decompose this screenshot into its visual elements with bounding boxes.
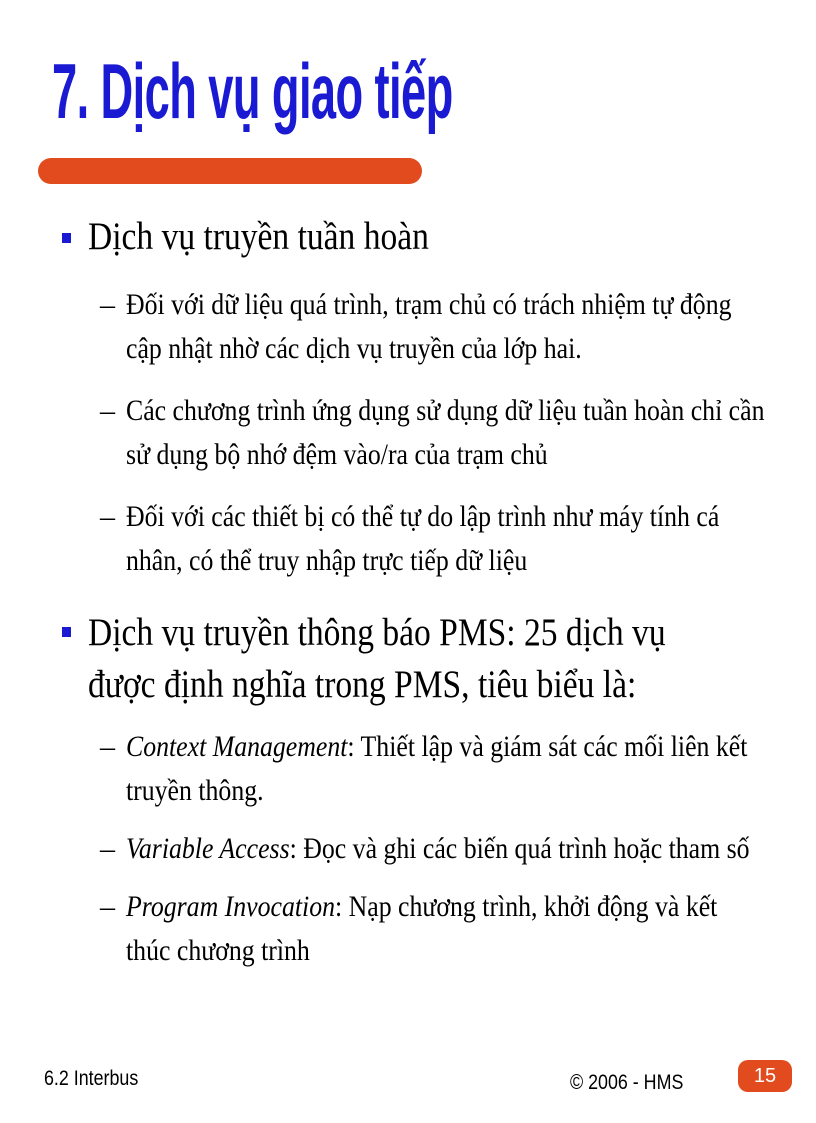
slide-content — [0, 205, 816, 973]
footer-section: 6.2 Interbus — [44, 1067, 139, 1090]
slide-title: 7. Dịch vụ giao tiếp — [52, 47, 453, 135]
dash-marker: – — [100, 288, 115, 321]
bullet-periodic — [0, 213, 816, 583]
sub-item-text: Variable Access: Đọc và ghi các biến quá trình hoặc tham số — [126, 832, 750, 865]
sub-item — [0, 389, 816, 477]
page-number-badge: 15 — [738, 1060, 792, 1092]
bullet-text: Dịch vụ truyền thông báo PMS: 25 dịch vụ được định nghĩa trong PMS, tiêu biểu là: — [88, 611, 666, 706]
dash-marker: – — [100, 730, 115, 763]
sub-item — [0, 283, 816, 371]
sub-item-text: Program Invocation: Nạp chương trình, khởi động và kết thúc chương trình — [126, 890, 718, 967]
bullet-text: Dịch vụ truyền tuần hoàn — [88, 215, 429, 258]
sub-item — [0, 827, 816, 871]
dash-marker: – — [100, 394, 115, 427]
sub-item-text: Context Management: Thiết lập và giám sát các mối liên kết truyền thông. — [126, 730, 748, 807]
sub-item — [0, 495, 816, 583]
title-underline-bar — [38, 158, 422, 184]
footer-copyright: © 2006 - HMS — [570, 1071, 684, 1094]
bullet-pms — [0, 607, 816, 973]
sub-item-text: Đối với dữ liệu quá trình, trạm chủ có trách nhiệm tự động cập nhật nhờ các dịch vụ truyền của lớp hai. — [126, 288, 732, 365]
bullet-square-icon — [62, 233, 71, 243]
dash-marker: – — [100, 890, 115, 923]
sub-item — [0, 725, 816, 813]
dash-marker: – — [100, 832, 115, 865]
sub-item — [0, 885, 816, 973]
dash-marker: – — [100, 500, 115, 533]
bullet-square-icon — [62, 627, 71, 637]
sub-item-text: Các chương trình ứng dụng sử dụng dữ liệu tuần hoàn chỉ cần sử dụng bộ nhớ đệm vào/ra của trạm chủ — [126, 394, 765, 471]
sub-item-text: Đối với các thiết bị có thể tự do lập trình như máy tính cá nhân, có thể truy nhập trực tiếp dữ liệu — [126, 500, 720, 577]
